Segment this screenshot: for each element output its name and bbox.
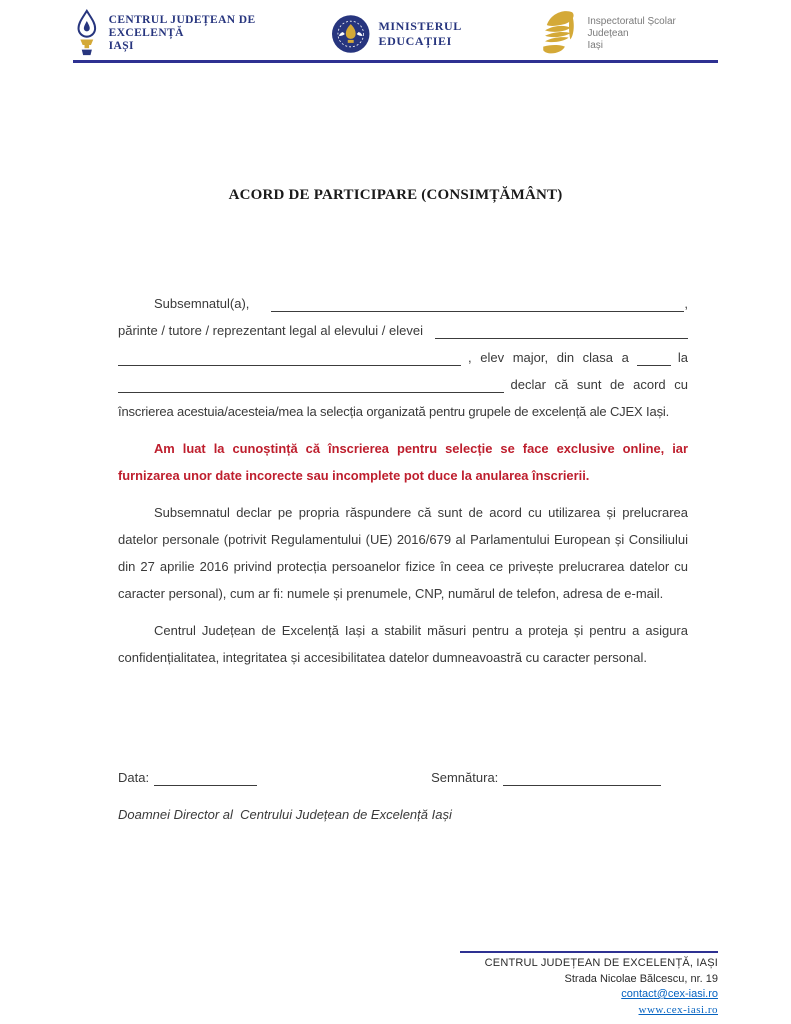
la-label: la: [677, 350, 688, 365]
inscriere-text: înscrierea acestuia/acesteia/mea la selecția organizată pentru grupele de excelență ale CJEX Iași.: [118, 404, 670, 419]
warning-paragraph: Am luat la cunoștință că înscrierea pentru selecție se face exclusive online, iar furnizarea unor date incorecte sau incomplete pot duce la anularea înscrierii.: [118, 441, 688, 483]
body-text: [118, 290, 688, 828]
form-line-2: [118, 317, 688, 344]
subsemnatul-label: Subsemnatul(a),: [154, 296, 250, 311]
hand-book-logo-icon: [536, 8, 579, 60]
torch-flame-icon: [73, 8, 101, 58]
date-signature-row: [118, 764, 688, 791]
class-blank-field: [637, 365, 671, 366]
date-label: Data:: [118, 770, 150, 785]
cjex-logo-block: [73, 8, 331, 58]
footer-org-name: CENTRUL JUDEȚEAN DE EXCELENȚĂ, IAȘI: [484, 957, 718, 969]
form-line-4: [118, 371, 688, 398]
parent-name-blank-field: [271, 311, 684, 312]
form-line-5: [118, 398, 688, 425]
inspectorate-name: [587, 16, 718, 52]
form-line-3: [118, 344, 688, 371]
cjex-org-name: [109, 14, 331, 53]
cjex-org-name-line2: IAȘI: [108, 39, 134, 52]
comma-suffix: ,: [684, 296, 688, 311]
gdpr-paragraph: Subsemnatul declar pe propria răspundere că sunt de acord cu utilizarea și prelucrarea datelor personale (potrivit Regulamentului (UE) 2016/679 al Parlamentului European și Consiliului din 27 aprilie 2016 privind protecția persoanelor fizice în ceea ce privește prelucrarea datelor cu caracter personal), cum ar fi: numele și prenumele, CNP, numărul de telefon, adresa de e-mail.: [118, 505, 688, 601]
confidentiality-paragraph: Centrul Județean de Excelență Iași a stabilit măsuri pentru a proteja și pentru a asigura confidențialitatea, integritatea și accesibilitatea datelor dumneavoastră cu caracter personal.: [118, 623, 688, 665]
footer-website-link[interactable]: www.cex-iasi.ro: [638, 1003, 718, 1016]
cjex-org-name-line1: CENTRUL JUDEȚEAN DE EXCELENȚĂ: [108, 13, 256, 39]
footer-address: Strada Nicolae Bălcescu, nr. 19: [564, 972, 718, 985]
ministry-name: MINISTERUL EDUCAȚIEI: [378, 19, 462, 48]
inspectorate-name-line2: Iași: [587, 40, 604, 51]
addressee-line: Doamnei Director al Centrului Județean de Excelență Iași: [118, 807, 452, 822]
student-name-blank-field-2: [118, 365, 461, 366]
elev-major-label: , elev major, din clasa a: [468, 350, 629, 365]
declar-label: declar că sunt de acord cu: [510, 377, 688, 392]
student-name-blank-field: [435, 338, 688, 339]
document-body: [0, 187, 791, 828]
government-seal-icon: [331, 14, 370, 54]
header-rule: [73, 60, 718, 63]
inspectorate-logo-block: [536, 8, 718, 60]
school-blank-field: [118, 392, 504, 393]
letterhead: [0, 0, 791, 58]
inspectorate-name-line1: Inspectoratul Școlar Județean: [587, 16, 676, 39]
footer-email-link[interactable]: contact@cex-iasi.ro: [621, 988, 718, 1000]
signature-blank-field: [503, 785, 661, 786]
signature-label: Semnătura:: [431, 770, 499, 785]
ministry-logo-block: [331, 14, 536, 54]
document-title: ACORD DE PARTICIPARE (CONSIMȚĂMÂNT): [228, 187, 563, 203]
date-blank-field: [154, 785, 257, 786]
form-line-1: [118, 290, 688, 317]
document-footer: [460, 951, 718, 1018]
parent-role-label: părinte / tutore / reprezentant legal al elevului / elevei: [118, 323, 427, 338]
